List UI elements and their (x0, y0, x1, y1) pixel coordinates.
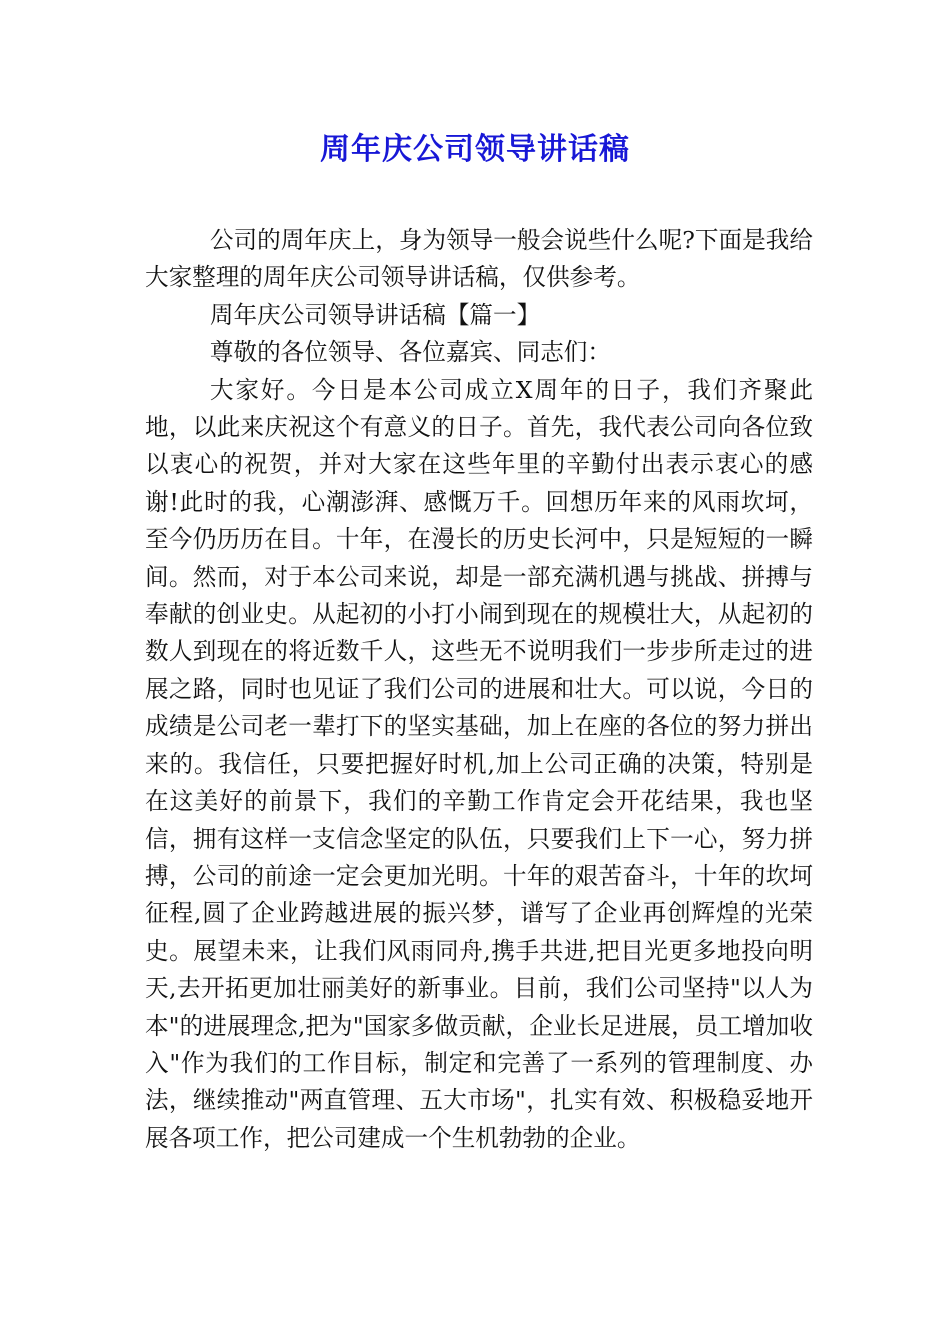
section-heading: 周年庆公司领导讲话稿【篇一】 (209, 300, 541, 329)
document-body (145, 222, 813, 1157)
speech-body-paragraph: 大家好。今日是本公司成立X周年的日子，我们齐聚此地，以此来庆祝这个有意义的日子。首先，我代表公司向各位致以衷心的祝贺，并对大家在这些年里的辛勤付出表示衷心的感谢!此时的我，心潮澎湃、感慨万千。回想历年来的风雨坎坷，至今仍历历在目。十年，在漫长的历史长河中，只是短短的一瞬间。然而，对于本公司来说，却是一部充满机遇与挑战、拼搏与奉献的创业史。从起初的小打小闹到现在的规模壮大，从起初的数人到现在的将近数千人，这些无不说明我们一步步所走过的进展之路，同时也见证了我们公司的进展和壮大。可以说，今日的成绩是公司老一辈打下的坚实基础，加上在座的各位的努力拼出来的。我信任，只要把握好时机,加上公司正确的决策，特别是在这美好的前景下，我们的辛勤工作肯定会开花结果，我也坚信，拥有这样一支信念坚定的队伍，只要我们上下一心，努力拼搏，公司的前途一定会更加光明。十年的艰苦奋斗，十年的坎坷征程,圆了企业跨越进展的振兴梦，谱写了企业再创辉煌的光荣史。展望未来，让我们风雨同舟,携手共进,把目光更多地投向明天,去开拓更加壮丽美好的新事业。目前，我们公司坚持"以人为本"的进展理念,把为"国家多做贡献，企业长足进展，员工增加收入"作为我们的工作目标，制定和完善了一系列的管理制度、办法，继续推动"两直管理、五大市场"，扎实有效、积极稳妥地开展各项工作，把公司建成一个生机勃勃的企业。 (145, 375, 813, 1152)
intro-paragraph: 公司的周年庆上，身为领导一般会说些什么呢?下面是我给大家整理的周年庆公司领导讲话稿，仅供参考。 (145, 226, 813, 292)
salutation-paragraph: 尊敬的各位领导、各位嘉宾、同志们： (209, 338, 611, 367)
document-title: 周年庆公司领导讲话稿 (320, 132, 630, 167)
